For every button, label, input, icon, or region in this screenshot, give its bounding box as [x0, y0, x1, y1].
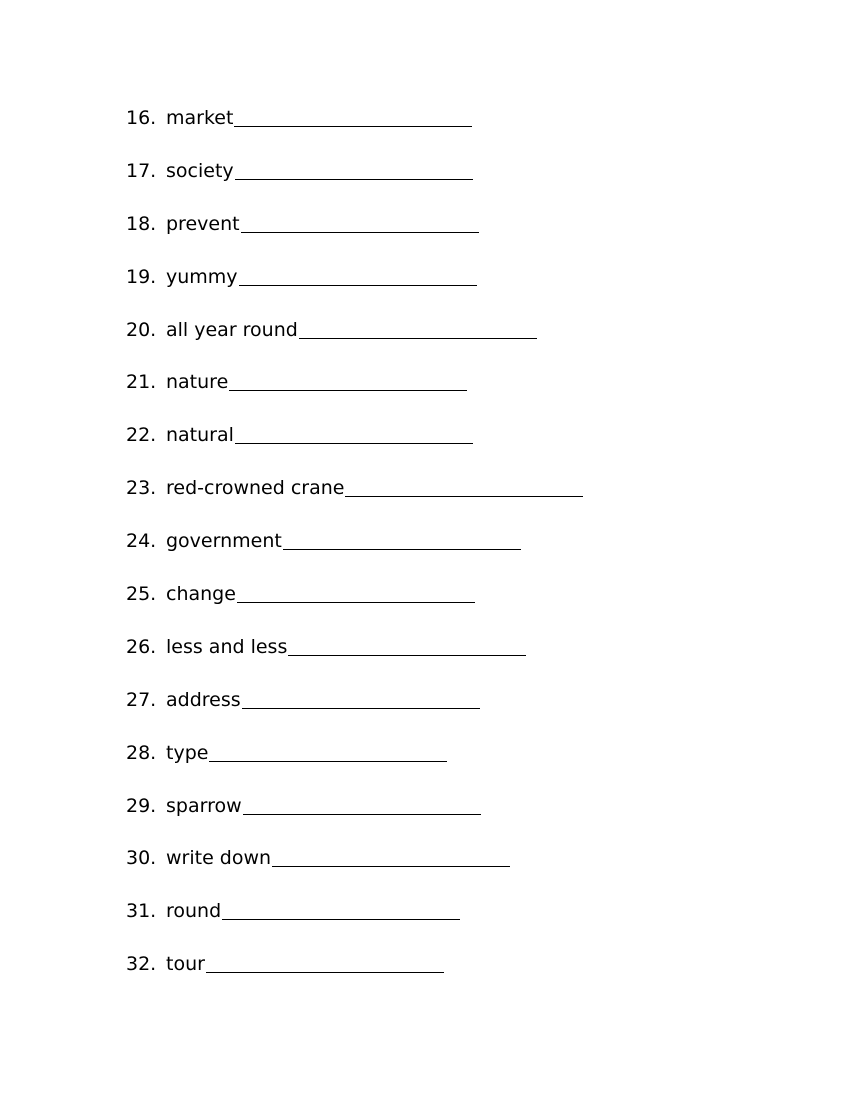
- item-word: all year round: [166, 318, 298, 341]
- answer-blank[interactable]: [243, 813, 481, 815]
- item-word: address: [166, 688, 241, 711]
- item-word: write down: [166, 847, 272, 870]
- item-word: type: [166, 741, 209, 764]
- answer-blank[interactable]: [283, 548, 521, 550]
- item-number: 26.: [126, 635, 157, 658]
- answer-blank[interactable]: [234, 125, 472, 127]
- item-number: 27.: [126, 688, 157, 711]
- answer-blank[interactable]: [241, 231, 479, 233]
- item-word: round: [166, 900, 222, 923]
- item-number: 28.: [126, 741, 157, 764]
- answer-blank[interactable]: [222, 918, 460, 920]
- answer-blank[interactable]: [235, 178, 473, 180]
- item-word: yummy: [166, 265, 238, 288]
- item-number: 23.: [126, 477, 157, 500]
- list-item: [126, 157, 583, 210]
- item-word: government: [166, 530, 282, 553]
- item-number: 24.: [126, 530, 157, 553]
- list-item: [126, 580, 583, 633]
- list-item: [126, 633, 583, 686]
- list-item: [126, 686, 583, 739]
- list-item: [126, 263, 583, 316]
- item-word: change: [166, 583, 236, 606]
- item-number: 22.: [126, 424, 157, 447]
- item-word: society: [166, 159, 234, 182]
- answer-blank[interactable]: [235, 442, 473, 444]
- list-item: [126, 844, 583, 897]
- item-word: market: [166, 107, 234, 129]
- item-number: 29.: [126, 794, 157, 817]
- item-word: red-crowned crane: [166, 477, 345, 500]
- list-item: [126, 316, 583, 369]
- item-number: 21.: [126, 371, 157, 394]
- item-number: 18.: [126, 212, 157, 235]
- item-number: 25.: [126, 583, 157, 606]
- item-word: nature: [166, 371, 229, 394]
- item-word: prevent: [166, 212, 240, 235]
- item-number: 32.: [126, 953, 157, 976]
- answer-blank[interactable]: [288, 654, 526, 656]
- answer-blank[interactable]: [345, 495, 583, 497]
- list-item: [126, 950, 583, 1003]
- item-word: tour: [166, 953, 205, 976]
- item-word: less and less: [166, 635, 288, 658]
- item-number: 19.: [126, 265, 157, 288]
- answer-blank[interactable]: [206, 971, 444, 973]
- answer-blank[interactable]: [237, 601, 475, 603]
- answer-blank[interactable]: [239, 284, 477, 286]
- list-item: [126, 368, 583, 421]
- answer-blank[interactable]: [299, 337, 537, 339]
- list-item: [126, 210, 583, 263]
- item-number: 20.: [126, 318, 157, 341]
- list-item: [126, 474, 583, 527]
- list-item: [126, 421, 583, 474]
- item-number: 30.: [126, 847, 157, 870]
- item-number: 17.: [126, 159, 157, 182]
- item-number: 16.: [126, 107, 157, 129]
- answer-blank[interactable]: [229, 389, 467, 391]
- item-word: sparrow: [166, 794, 242, 817]
- answer-blank[interactable]: [209, 760, 447, 762]
- item-number: 31.: [126, 900, 157, 923]
- list-item: [126, 527, 583, 580]
- answer-blank[interactable]: [242, 707, 480, 709]
- item-word: natural: [166, 424, 234, 447]
- list-item: [126, 739, 583, 792]
- list-item: [126, 792, 583, 845]
- list-item: [126, 104, 583, 157]
- vocabulary-list: [126, 104, 583, 1003]
- answer-blank[interactable]: [272, 865, 510, 867]
- list-item: [126, 897, 583, 950]
